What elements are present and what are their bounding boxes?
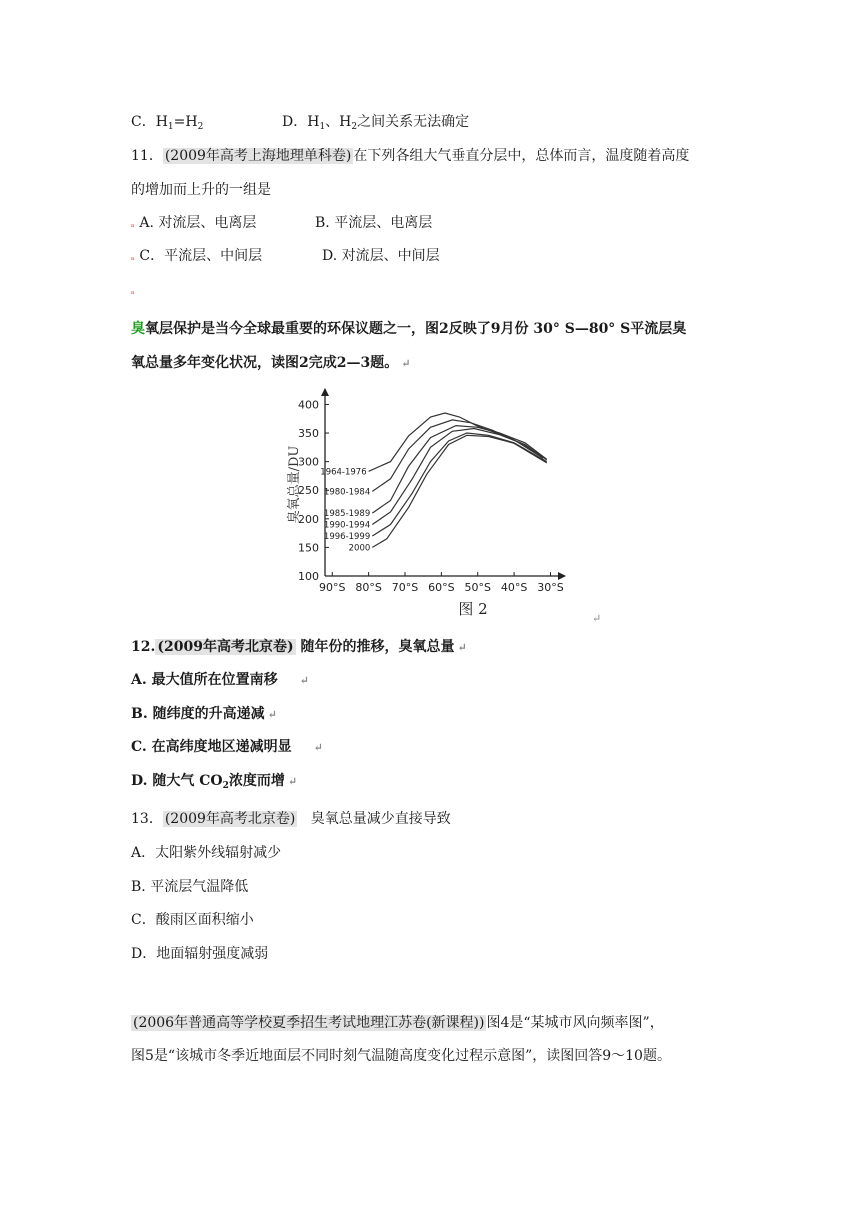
x-tick-label: 40°S — [500, 581, 528, 594]
figure-caption: 图 2 — [458, 600, 488, 618]
q11-option-d: D. 对流层、中间层 — [322, 248, 440, 264]
y-axis-label: 臭氧总量/DU — [287, 445, 302, 524]
y-tick-label: 200 — [298, 512, 319, 526]
q13-option-b: B. 平流层气温降低 — [131, 879, 249, 895]
q12-stem: 12. (2009年高考北京卷) 随年份的推移，臭氧总量 ↵ — [131, 639, 467, 655]
q11-option-a: ₙ A. 对流层、电离层 — [131, 215, 257, 231]
paragraph-mark: ₙ — [131, 287, 135, 297]
q13-option-c: C．酸雨区面积缩小 — [131, 912, 254, 928]
q12-option-c: C. 在高纬度地区递减明显 ↵ — [131, 739, 323, 755]
x-tick-label: 60°S — [428, 581, 455, 594]
series-label: 1980-1984 — [323, 487, 371, 498]
q13-stem: 13． (2009年高考北京卷) 臭氧总量减少直接导致 — [131, 811, 451, 827]
last-question-line-1: (2006年普通高等学校夏季招生考试地理江苏卷(新课程)) 图4是“某城市风向频率图”， — [133, 1015, 664, 1031]
return-mark: ↵ — [592, 612, 602, 625]
q10-option-d: D．$H_1$、$H_2$之间关系无法确定 — [282, 114, 470, 132]
series-label: 1996-1999 — [323, 531, 371, 542]
series-label: 2000 — [348, 543, 371, 554]
y-tick-label: 400 — [298, 398, 319, 412]
last-question-line-2: 图5是“该城市冬季近地面层不同时刻气温随高度变化过程示意图”，读图回答9～10题。 — [131, 1048, 671, 1064]
q11-option-b: B. 平流层、电离层 — [315, 215, 433, 231]
series-label: 1964-1976 — [320, 467, 367, 478]
y-tick-label: 250 — [298, 484, 319, 498]
series-line-1990-1994 — [372, 429, 547, 525]
x-tick-label: 30°S — [537, 581, 564, 594]
y-tick-label: 150 — [298, 541, 319, 555]
y-tick-label: 350 — [298, 427, 319, 441]
q11-option-c: ₙ C．平流层、中间层 — [131, 248, 263, 264]
q11-source: (2009年高考上海地理单科卷) — [164, 148, 352, 164]
y-axis-arrow — [321, 388, 329, 396]
q13-source: (2009年高考北京卷) — [164, 811, 296, 827]
q12-option-d: D. 随大气 $CO_2$浓度而增 ↵ — [131, 773, 298, 791]
intro-line-2: 氧总量多年变化状况，读图2完成2—3题。 ↵ — [131, 355, 411, 371]
x-tick-label: 50°S — [464, 581, 491, 594]
last-question-source: (2006年普通高等学校夏季招生考试地理江苏卷(新课程)) — [133, 1015, 485, 1031]
q11-stem: 11． (2009年高考上海地理单科卷) 在下列各组大气垂直分层中，总体而言，温度随着高度 — [131, 148, 690, 164]
y-tick-label: 100 — [298, 570, 319, 583]
x-axis-arrow — [558, 572, 566, 580]
x-tick-label: 70°S — [391, 581, 419, 594]
intro-line-1: 臭氧层保护是当今全球最重要的环保议题之一，图2反映了9月份 30° S—80° S平流层臭 — [131, 321, 687, 337]
q12-option-a: A. 最大值所在位置南移 ↵ — [131, 672, 309, 688]
ozone-chart — [285, 385, 575, 620]
q11-stem-cont: 的增加而上升的一组是 — [131, 182, 271, 198]
q13-option-d: D．地面辐射强度减弱 — [131, 946, 269, 962]
x-tick-label: 80°S — [355, 581, 382, 594]
series-line-2000 — [372, 435, 547, 547]
y-tick-label: 300 — [298, 455, 319, 469]
x-tick-label: 90°S — [319, 581, 346, 594]
series-label: 1990-1994 — [323, 520, 371, 531]
q13-option-a: A．太阳紫外线辐射减少 — [131, 845, 282, 861]
series-label: 1985-1989 — [323, 509, 371, 520]
q12-option-b: B. 随纬度的升高递减 ↵ — [131, 706, 277, 722]
q12-source: (2009年高考北京卷) — [157, 639, 294, 655]
q10-option-c: C．$H_1=H_2$ — [131, 114, 204, 132]
